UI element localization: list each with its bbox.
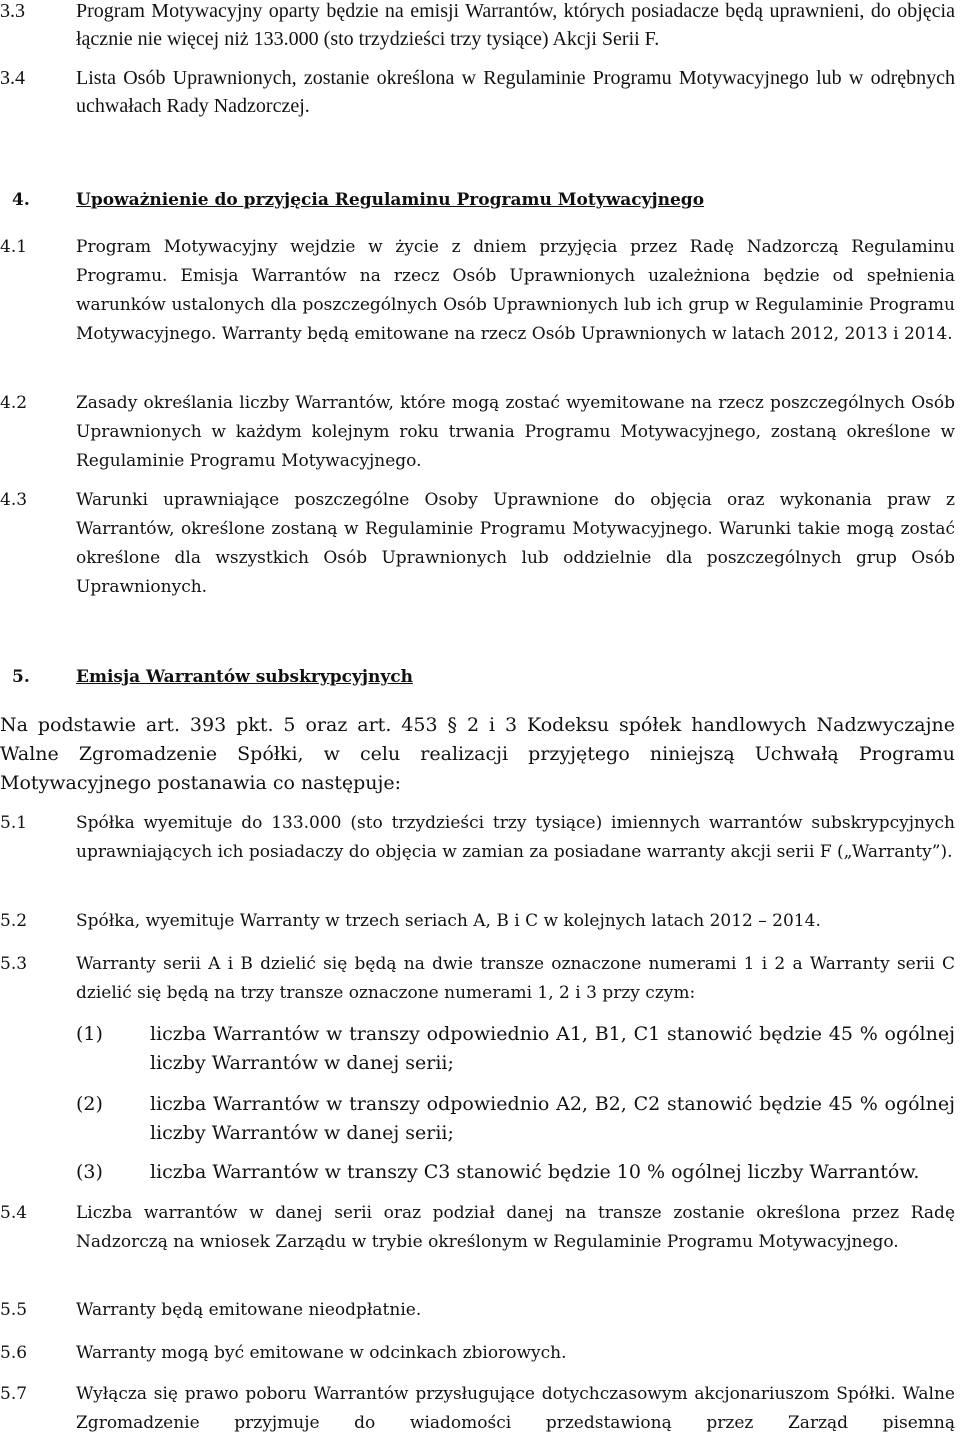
paragraph-number: 5.4	[0, 1203, 28, 1223]
paragraph-number: 5.5	[0, 1300, 28, 1320]
paragraph-text: Warunki uprawniające poszczególne Osoby Uprawnione do objęcia oraz wykonania praw z Warrantów, określone zostaną w Regulaminie Programu Motywacyjnego. Warunki takie mogą zostać określone dla wszystkich Osób Uprawnionych lub oddzielnie dla poszczególnych grup Osób Uprawnionych.	[76, 490, 955, 597]
paragraph-text: Warranty mogą być emitowane w odcinkach zbiorowych.	[76, 1343, 567, 1363]
paragraph-number: 4.1	[0, 237, 28, 257]
paragraph-text: Program Motywacyjny oparty będzie na emisji Warrantów, których posiadacze będą uprawnieni, do objęcia łącznie nie więcej niż 133.000 (sto trzydzieści trzy tysiące) Akcji Serii F.	[76, 0, 955, 50]
section-number: 4.	[12, 190, 30, 210]
paragraph-number: 5.1	[0, 813, 28, 833]
paragraph-number: 4.3	[0, 490, 28, 510]
list-item-text: liczba Warrantów w transzy C3 stanowić będzie 10 % ogólnej liczby Warrantów.	[150, 1161, 920, 1183]
paragraph-number: 5.3	[0, 954, 28, 974]
list-item-text: liczba Warrantów w transzy odpowiednio A1, B1, C1 stanowić będzie 45 % ogólnej liczby Warrantów w danej serii;	[150, 1023, 955, 1074]
paragraph-number: 4.2	[0, 393, 28, 413]
list-item-text: liczba Warrantów w transzy odpowiednio A2, B2, C2 stanowić będzie 45 % ogólnej liczby Warrantów w danej serii;	[150, 1093, 955, 1144]
paragraph-number: 5.6	[0, 1343, 28, 1363]
section-5-intro: Na podstawie art. 393 pkt. 5 oraz art. 453 § 2 i 3 Kodeksu spółek handlowych Nadzwyczajne Walne Zgromadzenie Spółki, w celu realizacji przyjętego niniejszą Uchwałą Programu Motywacyjnego postanawia co następuje:	[0, 714, 955, 794]
section-title: Emisja Warrantów subskrypcyjnych	[76, 667, 413, 687]
paragraph-text: Warranty serii A i B dzielić się będą na dwie transze oznaczone numerami 1 i 2 a Warranty serii C dzielić się będą na trzy transze oznaczone numerami 1, 2 i 3 przy czym:	[76, 954, 955, 1003]
paragraph-number: 5.7	[0, 1384, 28, 1404]
paragraph-text: Lista Osób Uprawnionych, zostanie określona w Regulaminie Programu Motywacyjnego lub w odrębnych uchwałach Rady Nadzorczej.	[76, 67, 955, 117]
paragraph-text: Liczba warrantów w danej serii oraz podział danej na transze zostanie określona przez Radę Nadzorczą na wniosek Zarządu w trybie określonym w Regulaminie Programu Motywacyjnego.	[76, 1203, 955, 1252]
paragraph-number: 5.2	[0, 911, 28, 931]
paragraph-text: Spółka wyemituje do 133.000 (sto trzydzieści trzy tysiące) imiennych warrantów subskrypcyjnych uprawniających ich posiadaczy do objęcia w zamian za posiadane warranty akcji serii F („Warranty”).	[76, 813, 955, 862]
paragraph-text: Wyłącza się prawo poboru Warrantów przysługujące dotychczasowym akcjonariuszom Spółki. Walne Zgromadzenie przyjmuje do wiadomości przedstawioną przez Zarząd pisemną	[76, 1384, 955, 1433]
list-item-number: (2)	[76, 1093, 103, 1115]
section-title: Upoważnienie do przyjęcia Regulaminu Programu Motywacyjnego	[76, 190, 705, 210]
paragraph-text: Program Motywacyjny wejdzie w życie z dniem przyjęcia przez Radę Nadzorczą Regulaminu Programu. Emisja Warrantów na rzecz Osób Uprawnionych uzależniona będzie od spełnienia warunków ustalonych dla poszczególnych Osób Uprawnionych lub ich grup w Regulaminie Programu Motywacyjnego. Warranty będą emitowane na rzecz Osób Uprawnionych w latach 2012, 2013 i 2014.	[76, 237, 955, 344]
list-item-number: (3)	[76, 1161, 103, 1183]
list-item-number: (1)	[76, 1023, 103, 1045]
paragraph-number: 3.3	[0, 0, 25, 22]
paragraph-number: 3.4	[0, 67, 25, 89]
paragraph-text: Spółka, wyemituje Warranty w trzech seriach A, B i C w kolejnych latach 2012 – 2014.	[76, 911, 821, 931]
paragraph-text: Zasady określania liczby Warrantów, które mogą zostać wyemitowane na rzecz poszczególnych Osób Uprawnionych w każdym kolejnym roku trwania Programu Motywacyjnego, zostaną określone w Regulaminie Programu Motywacyjnego.	[76, 393, 955, 471]
paragraph-text: Warranty będą emitowane nieodpłatnie.	[76, 1300, 422, 1320]
section-number: 5.	[12, 667, 30, 687]
